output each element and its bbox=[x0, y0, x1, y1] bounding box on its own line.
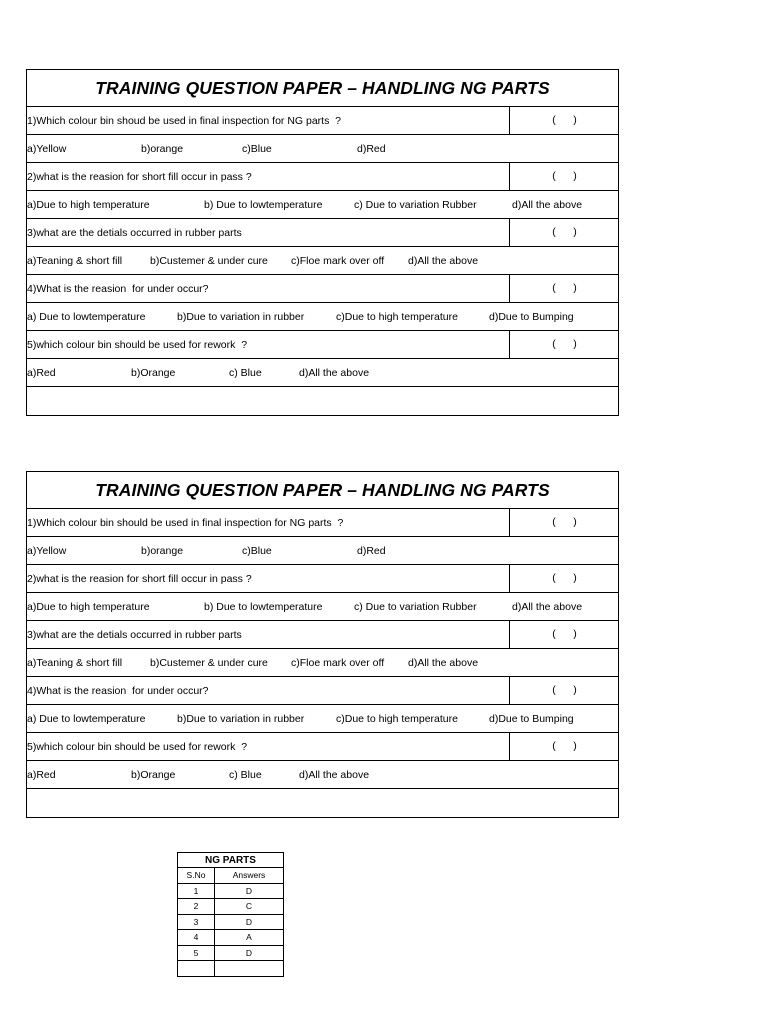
option-b: b)Due to variation in rubber bbox=[177, 713, 305, 725]
options-row bbox=[27, 303, 618, 331]
question-row bbox=[27, 621, 618, 649]
option-c: c) Blue bbox=[229, 367, 262, 379]
option-a: a)Yellow bbox=[27, 143, 67, 155]
answer-key-table bbox=[177, 852, 284, 977]
paper-title: TRAINING QUESTION PAPER – HANDLING NG PARTS bbox=[27, 70, 618, 107]
question-row bbox=[27, 107, 618, 135]
sno-cell: 5 bbox=[178, 945, 215, 961]
option-a: a)Red bbox=[27, 769, 56, 781]
option-b: b) Due to lowtemperature bbox=[204, 199, 323, 211]
option-c: c)Blue bbox=[242, 143, 272, 155]
option-a: a) Due to lowtemperature bbox=[27, 713, 146, 725]
question-text: 3)what are the detials occurred in rubber parts bbox=[27, 629, 242, 641]
option-c: c)Blue bbox=[242, 545, 272, 557]
question-text: 5)which colour bin should be used for rework ? bbox=[27, 339, 248, 351]
option-d: d)All the above bbox=[299, 769, 370, 781]
table-row bbox=[178, 914, 284, 930]
sno-cell bbox=[178, 961, 215, 977]
answer-box[interactable]: ( ) bbox=[509, 219, 619, 246]
question-text: 1)Which colour bin shoud be used in final inspection for NG parts ? bbox=[27, 115, 342, 127]
answer-key-title-row bbox=[178, 853, 284, 868]
question-row bbox=[27, 733, 618, 761]
answer-cell bbox=[215, 961, 284, 977]
option-d: d)All the above bbox=[512, 601, 583, 613]
answer-box[interactable]: ( ) bbox=[509, 163, 619, 190]
answers-header: Answers bbox=[215, 868, 284, 884]
answer-cell: D bbox=[215, 883, 284, 899]
question-paper-2 bbox=[26, 471, 619, 818]
answer-key-header-row bbox=[178, 868, 284, 884]
options-row bbox=[27, 649, 618, 677]
option-b: b)Custemer & under cure bbox=[150, 657, 268, 669]
answer-cell: D bbox=[215, 914, 284, 930]
question-row bbox=[27, 163, 618, 191]
options-row bbox=[27, 135, 618, 163]
table-row bbox=[178, 899, 284, 915]
answer-box[interactable]: ( ) bbox=[509, 565, 619, 592]
option-c: c) Blue bbox=[229, 769, 262, 781]
option-c: c) Due to variation Rubber bbox=[354, 601, 477, 613]
options-row bbox=[27, 537, 618, 565]
question-paper-1 bbox=[26, 69, 619, 416]
answer-box[interactable]: ( ) bbox=[509, 331, 619, 358]
option-a: a)Teaning & short fill bbox=[27, 657, 123, 669]
options-row bbox=[27, 359, 618, 387]
question-row bbox=[27, 565, 618, 593]
options-row bbox=[27, 247, 618, 275]
option-a: a)Red bbox=[27, 367, 56, 379]
table-row bbox=[178, 930, 284, 946]
option-d: d)All the above bbox=[299, 367, 370, 379]
sno-cell: 4 bbox=[178, 930, 215, 946]
answer-box[interactable]: ( ) bbox=[509, 677, 619, 704]
option-a: a)Due to high temperature bbox=[27, 199, 150, 211]
answer-cell: D bbox=[215, 945, 284, 961]
blank-row bbox=[27, 789, 618, 817]
option-a: a)Due to high temperature bbox=[27, 601, 150, 613]
option-d: d)Due to Bumping bbox=[489, 311, 574, 323]
option-d: d)Due to Bumping bbox=[489, 713, 574, 725]
question-row bbox=[27, 677, 618, 705]
option-c: c) Due to variation Rubber bbox=[354, 199, 477, 211]
option-a: a) Due to lowtemperature bbox=[27, 311, 146, 323]
option-b: b) Due to lowtemperature bbox=[204, 601, 323, 613]
option-b: b)Orange bbox=[131, 367, 176, 379]
question-text: 2)what is the reasion for short fill occur in pass ? bbox=[27, 573, 252, 585]
answer-box[interactable]: ( ) bbox=[509, 733, 619, 760]
question-text: 3)what are the detials occurred in rubber parts bbox=[27, 227, 242, 239]
answer-box[interactable]: ( ) bbox=[509, 107, 619, 134]
question-row bbox=[27, 219, 618, 247]
option-b: b)Orange bbox=[131, 769, 176, 781]
answer-cell: A bbox=[215, 930, 284, 946]
question-text: 1)Which colour bin should be used in final inspection for NG parts ? bbox=[27, 517, 344, 529]
option-a: a)Yellow bbox=[27, 545, 67, 557]
options-row bbox=[27, 593, 618, 621]
question-text: 4)What is the reasion for under occur? bbox=[27, 283, 209, 295]
question-row bbox=[27, 509, 618, 537]
options-row bbox=[27, 705, 618, 733]
answer-box[interactable]: ( ) bbox=[509, 621, 619, 648]
table-row-empty bbox=[178, 961, 284, 977]
option-c: c)Floe mark over off bbox=[291, 255, 385, 267]
option-d: d)Red bbox=[357, 545, 386, 557]
question-row bbox=[27, 275, 618, 303]
option-a: a)Teaning & short fill bbox=[27, 255, 123, 267]
option-b: b)Due to variation in rubber bbox=[177, 311, 305, 323]
option-b: b)orange bbox=[141, 545, 184, 557]
table-row bbox=[178, 945, 284, 961]
option-b: b)orange bbox=[141, 143, 184, 155]
sno-cell: 3 bbox=[178, 914, 215, 930]
option-d: d)All the above bbox=[408, 255, 479, 267]
answer-cell: C bbox=[215, 899, 284, 915]
sno-cell: 1 bbox=[178, 883, 215, 899]
question-text: 5)which colour bin should be used for rework ? bbox=[27, 741, 248, 753]
answer-key-title: NG PARTS bbox=[178, 853, 284, 868]
option-d: d)All the above bbox=[512, 199, 583, 211]
option-c: c)Due to high temperature bbox=[336, 713, 458, 725]
options-row bbox=[27, 761, 618, 789]
option-c: c)Due to high temperature bbox=[336, 311, 458, 323]
question-text: 2)what is the reasion for short fill occur in pass ? bbox=[27, 171, 252, 183]
option-c: c)Floe mark over off bbox=[291, 657, 385, 669]
option-d: d)All the above bbox=[408, 657, 479, 669]
paper-title: TRAINING QUESTION PAPER – HANDLING NG PARTS bbox=[27, 472, 618, 509]
sno-cell: 2 bbox=[178, 899, 215, 915]
answer-box[interactable]: ( ) bbox=[509, 275, 619, 302]
sno-header: S.No bbox=[178, 868, 215, 884]
option-b: b)Custemer & under cure bbox=[150, 255, 268, 267]
question-text: 4)What is the reasion for under occur? bbox=[27, 685, 209, 697]
table-row bbox=[178, 883, 284, 899]
question-row bbox=[27, 331, 618, 359]
blank-row bbox=[27, 387, 618, 415]
option-d: d)Red bbox=[357, 143, 386, 155]
answer-box[interactable]: ( ) bbox=[509, 509, 619, 536]
options-row bbox=[27, 191, 618, 219]
